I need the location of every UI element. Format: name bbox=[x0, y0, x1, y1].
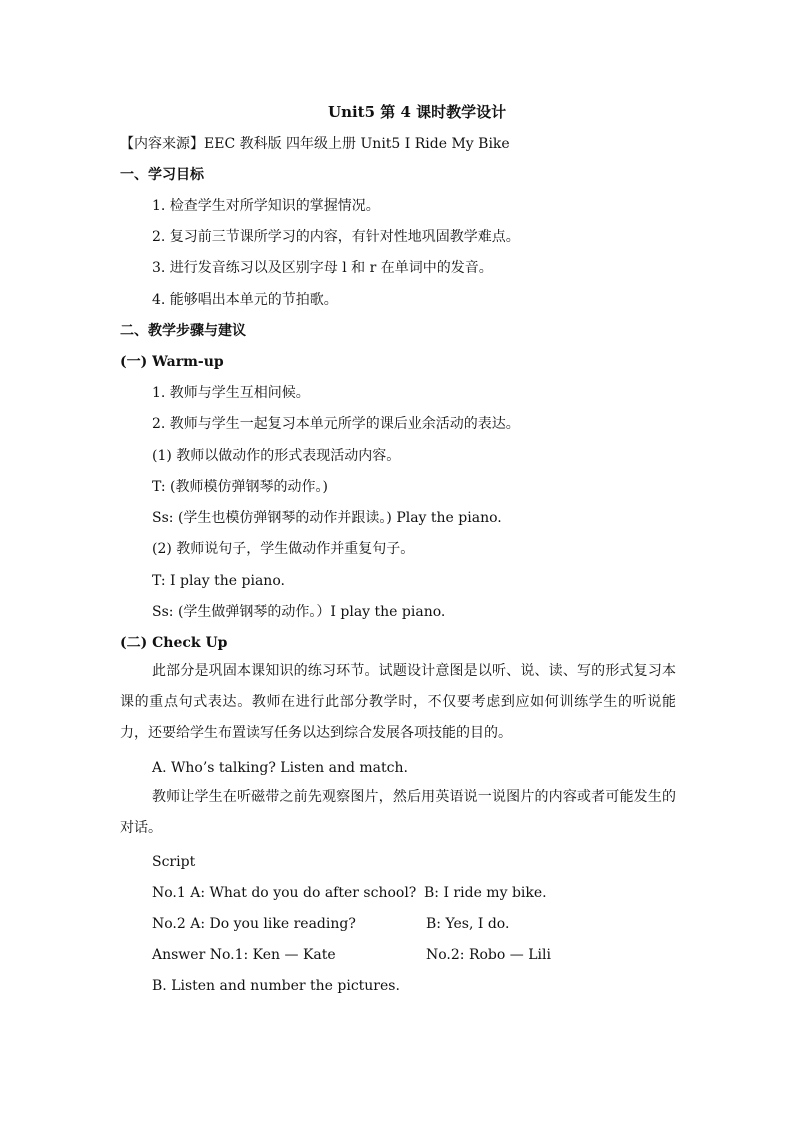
section-heading-objectives: 一、学习目标 bbox=[120, 167, 204, 183]
answer-no2: No.2: Robo — Lili bbox=[426, 947, 551, 963]
checkup-paragraph: 此部分是巩固本课知识的练习环节。试题设计意图是以听、说、读、写的形式复习本课的重点句式表达。教师在进行此部分教学时，不仅要考虑到应如何训练学生的听说能力，还要给学生布置读写任务以达到综合发展各项技能的目的。 bbox=[120, 663, 676, 741]
subheading-checkup: (二) Check Up bbox=[120, 635, 228, 651]
warmup-line: T: (教师模仿弹钢琴的动作。) bbox=[152, 479, 328, 495]
answer-no1: Answer No.1: Ken — Kate bbox=[152, 947, 336, 963]
warmup-line: T: I play the piano. bbox=[152, 573, 285, 589]
warmup-line: (1) 教师以做动作的形式表现活动内容。 bbox=[152, 448, 401, 464]
warmup-line: 1. 教师与学生互相问候。 bbox=[152, 385, 310, 401]
script-label: Script bbox=[152, 854, 196, 870]
script-no2-question: No.2 A: Do you like reading? bbox=[152, 916, 356, 932]
warmup-line: (2) 教师说句子，学生做动作并重复句子。 bbox=[152, 541, 415, 557]
task-a: A. Who’s talking? Listen and match. bbox=[152, 760, 408, 776]
content-source: 【内容来源】EEC 教科版 四年级上册 Unit5 I Ride My Bike bbox=[120, 136, 510, 152]
task-b: B. Listen and number the pictures. bbox=[152, 978, 400, 994]
objective-item: 1. 检查学生对所学知识的掌握情况。 bbox=[152, 198, 380, 214]
section-heading-steps: 二、教学步骤与建议 bbox=[120, 323, 246, 339]
warmup-line: Ss: (学生做弹钢琴的动作。）I play the piano. bbox=[152, 604, 446, 620]
warmup-line: Ss: (学生也模仿弹钢琴的动作并跟读。) Play the piano. bbox=[152, 510, 502, 526]
objective-item: 3. 进行发音练习以及区别字母 l 和 r 在单词中的发音。 bbox=[152, 260, 493, 276]
objective-item: 4. 能够唱出本单元的节拍歌。 bbox=[152, 292, 338, 308]
subheading-warmup: (一) Warm-up bbox=[120, 354, 224, 370]
objective-item: 2. 复习前三节课所学习的内容，有针对性地巩固教学难点。 bbox=[152, 229, 520, 245]
warmup-line: 2. 教师与学生一起复习本单元所学的课后业余活动的表达。 bbox=[152, 416, 520, 432]
task-a-paragraph: 教师让学生在听磁带之前先观察图片，然后用英语说一说图片的内容或者可能发生的对话。 bbox=[120, 789, 676, 836]
page-title: Unit5 第 4 课时教学设计 bbox=[328, 103, 507, 121]
script-no1-question: No.1 A: What do you do after school? bbox=[152, 885, 417, 901]
script-no1-answer: B: I ride my bike. bbox=[424, 885, 547, 901]
script-no2-answer: B: Yes, I do. bbox=[426, 916, 510, 932]
